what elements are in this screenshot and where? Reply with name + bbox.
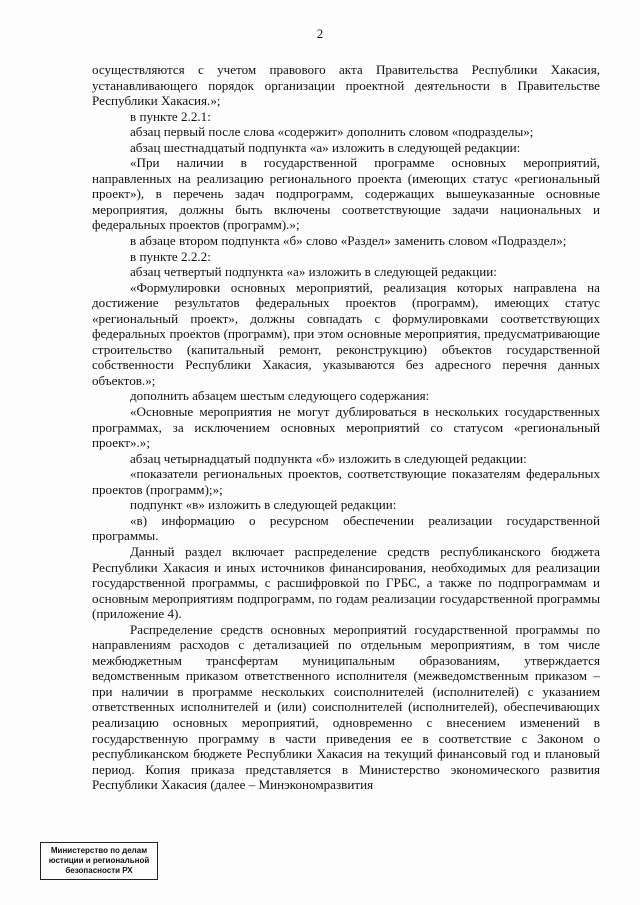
paragraph: в пункте 2.2.2: (130, 248, 211, 264)
stamp-line: юстиции и региональной (48, 856, 150, 865)
stamp-line: Министерство по делам (50, 846, 148, 855)
paragraph: в абзаце втором подпункта «б» слово «Раздел» заменить словом «Подраздел»; (130, 233, 567, 249)
paragraph: абзац четвертый подпункта «а» изложить в следующей редакции: (130, 264, 497, 280)
stamp-line: безопасности РХ (65, 866, 133, 875)
paragraph: абзац первый после слова «содержит» дополнить словом «подразделы»; (130, 124, 534, 140)
paragraph: подпункт «в» изложить в следующей редакции: (130, 497, 397, 513)
paragraph: «показатели региональных проектов, соответствующие показателям федеральных проектов (программ);»; (92, 466, 600, 497)
paragraph: «Основные мероприятия не могут дублироваться в нескольких государственных программах, за исключением основных мероприятий со статусом «региональный проект».»; (92, 404, 600, 451)
ministry-stamp (40, 842, 158, 880)
paragraph: Данный раздел включает распределение средств республиканского бюджета Республики Хакасия и иных источников финансирования, необходимых для реализации государственной программы, с расшифровкой по ГРБС, а также по подпрограммам и основным мероприятиям подпрограмм, по годам реализации государственной программы (приложение 4). (92, 543, 600, 622)
paragraph: Распределение средств основных мероприятий государственной программы по направлениям расходов с детализацией по отдельным мероприятиям, в том числе межбюджетным трансфертам муниципальным образованиям, утверждается ведомственным приказом ответственного исполнителя (межведомственным приказом – при наличии в программе нескольких соисполнителей (исполнителей) с указанием ответственных исполнителей и (или) соисполнителей (исполнителей), обеспечивающих реализацию основных мероприятий, одновременно с внесением изменений в государственную программу в части приведения ее в соответствие с Законом о республиканском бюджете Республики Хакасия на текущий финансовый год и плановый период. Копия приказа представляется в Министерство экономического развития Республики Хакасия (далее – Минэкономразвития (92, 621, 600, 793)
paragraph: «При наличии в государственной программе основных мероприятий, направленных на реализацию регионального проекта (имеющих статус «региональный проект»), в перечень задач подпрограмм, содержащих вышеуказанные основные мероприятия, должны быть включены соответствующие задачи национальных и федеральных проектов (программ).»; (92, 155, 600, 233)
paragraph: «Формулировки основных мероприятий, реализация которых направлена на достижение результатов федеральных проектов (программ), имеющих статус «региональный проект», должны совпадать с формулировками соответствующих федеральных проектов (программ), при этом основные мероприятия, предусматривающие строительство (капитальный ремонт, реконструкцию) объектов государственной собственности Республики Хакасия, указываются без адресного перечня данных объектов.»; (92, 279, 600, 388)
paragraph: абзац шестнадцатый подпункта «а» изложить в следующей редакции: (130, 139, 521, 155)
document-body (92, 62, 600, 793)
paragraph: дополнить абзацем шестым следующего содержания: (130, 388, 430, 404)
paragraph: абзац четырнадцатый подпункта «б» изложить в следующей редакции: (130, 450, 527, 466)
paragraph: «в) информацию о ресурсном обеспечении реализации государственной программы. (92, 512, 600, 544)
page-number: 2 (316, 26, 324, 41)
paragraph: в пункте 2.2.1: (130, 108, 211, 124)
paragraph: осуществляются с учетом правового акта Правительства Республики Хакасия, устанавливающего порядок организации проектной деятельности в Правительстве Республики Хакасия.»; (92, 62, 600, 109)
